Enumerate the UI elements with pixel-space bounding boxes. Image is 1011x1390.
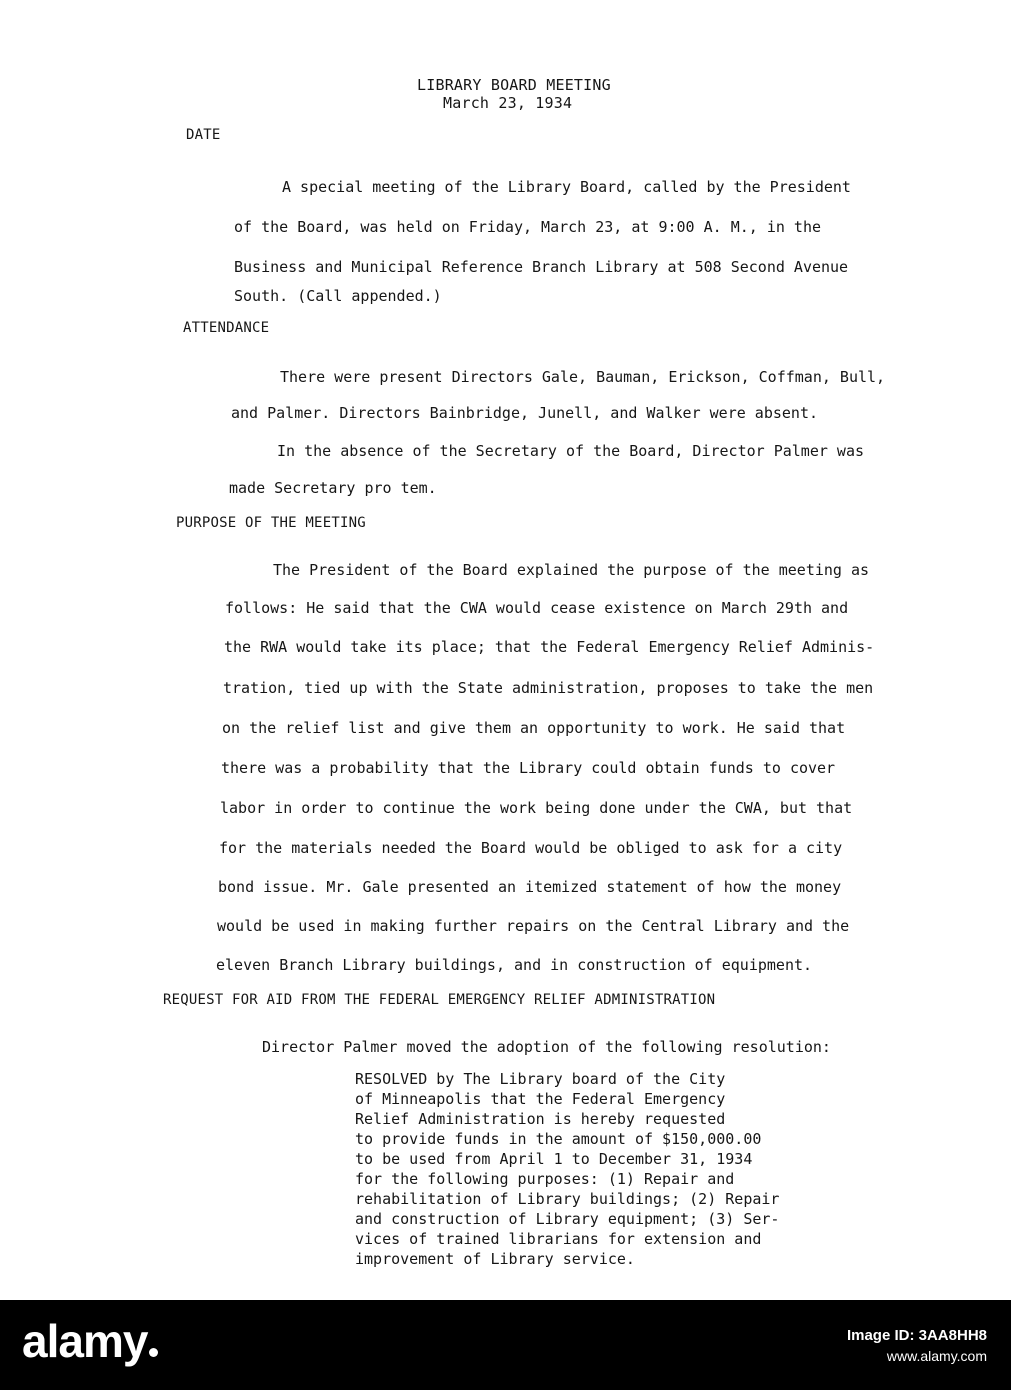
- text-line: A special meeting of the Library Board, called by the President: [282, 178, 851, 196]
- text-line: Director Palmer moved the adoption of the following resolution:: [262, 1038, 831, 1056]
- text-line: on the relief list and give them an opportunity to work. He said that: [222, 719, 846, 737]
- document-date: March 23, 1934: [443, 94, 573, 112]
- text-line: Business and Municipal Reference Branch Library at 508 Second Avenue: [234, 258, 849, 276]
- resolution-line: rehabilitation of Library buildings; (2) Repair: [355, 1190, 780, 1208]
- text-line: and Palmer. Directors Bainbridge, Junell, and Walker were absent.: [231, 404, 818, 422]
- resolution-line: for the following purposes: (1) Repair and: [355, 1170, 735, 1188]
- text-line: The President of the Board explained the purpose of the meeting as: [273, 561, 870, 579]
- site-url-link[interactable]: www.alamy.com: [886, 1348, 987, 1364]
- resolution-line: RESOLVED by The Library board of the City: [355, 1070, 726, 1088]
- image-id-label: Image ID: 3AA8HH8: [846, 1327, 987, 1344]
- text-line: the RWA would take its place; that the Federal Emergency Relief Adminis-: [224, 638, 875, 656]
- text-line: tration, tied up with the State administration, proposes to take the men: [223, 679, 874, 697]
- logo-dot-icon: [149, 1348, 158, 1357]
- resolution-line: to provide funds in the amount of $150,000.00: [355, 1130, 762, 1148]
- section-heading-request: REQUEST FOR AID FROM THE FEDERAL EMERGENCY RELIEF ADMINISTRATION: [163, 992, 716, 1008]
- section-heading-attendance: ATTENDANCE: [183, 320, 270, 336]
- text-line: There were present Directors Gale, Bauman, Erickson, Coffman, Bull,: [280, 368, 886, 386]
- footer-meta: [847, 1326, 987, 1366]
- document-title: LIBRARY BOARD MEETING: [417, 76, 611, 94]
- section-heading-date: DATE: [186, 127, 221, 143]
- section-heading-purpose: PURPOSE OF THE MEETING: [176, 515, 366, 531]
- alamy-logo: [22, 1315, 158, 1367]
- resolution-line: to be used from April 1 to December 31, 1934: [355, 1150, 753, 1168]
- resolution-line: and construction of Library equipment; (3) Ser-: [355, 1210, 780, 1228]
- resolution-line: vices of trained librarians for extension and: [355, 1230, 762, 1248]
- text-line: In the absence of the Secretary of the Board, Director Palmer was: [277, 442, 864, 460]
- resolution-line: Relief Administration is hereby requested: [355, 1110, 726, 1128]
- text-line: eleven Branch Library buildings, and in construction of equipment.: [216, 956, 813, 974]
- resolution-line: improvement of Library service.: [355, 1250, 635, 1268]
- text-line: for the materials needed the Board would be obliged to ask for a city: [219, 839, 843, 857]
- text-line: labor in order to continue the work being done under the CWA, but that: [220, 799, 853, 817]
- text-line: made Secretary pro tem.: [229, 479, 437, 497]
- text-line: of the Board, was held on Friday, March 23, at 9:00 A. M., in the: [234, 218, 821, 236]
- text-line: would be used in making further repairs on the Central Library and the: [217, 917, 850, 935]
- text-line: follows: He said that the CWA would cease existence on March 29th and: [225, 599, 849, 617]
- text-line: there was a probability that the Library could obtain funds to cover: [221, 759, 836, 777]
- stock-footer-bar: [0, 1300, 1011, 1390]
- text-line: South. (Call appended.): [234, 287, 442, 305]
- logo-text: alamy: [22, 1315, 148, 1367]
- text-line: bond issue. Mr. Gale presented an itemized statement of how the money: [218, 878, 842, 896]
- resolution-line: of Minneapolis that the Federal Emergency: [355, 1090, 726, 1108]
